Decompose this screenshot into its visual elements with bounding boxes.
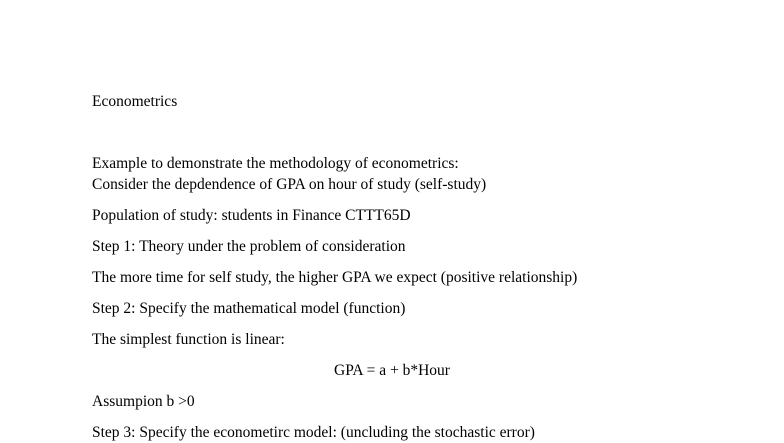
text-line-population: Population of study: students in Finance CTTT65D xyxy=(92,207,411,224)
text-line-step2: Step 2: Specify the mathematical model (function) xyxy=(92,300,406,317)
text-line-example: Example to demonstrate the methodology of econometrics: xyxy=(92,155,459,172)
text-line-step3: Step 3: Specify the econometirc model: (uncluding the stochastic error) xyxy=(92,424,535,441)
text-line-simplest: The simplest function is linear: xyxy=(92,331,285,348)
equation-line: GPA = a + b*Hour xyxy=(334,362,450,379)
text-line-consider: Consider the depdendence of GPA on hour of study (self-study) xyxy=(92,176,487,193)
text-line-theory: The more time for self study, the higher GPA we expect (positive relationship) xyxy=(92,269,578,286)
document-heading: Econometrics xyxy=(92,93,178,110)
text-line-step1: Step 1: Theory under the problem of consideration xyxy=(92,238,406,255)
text-line-assumption: Assumpion b >0 xyxy=(92,393,195,410)
